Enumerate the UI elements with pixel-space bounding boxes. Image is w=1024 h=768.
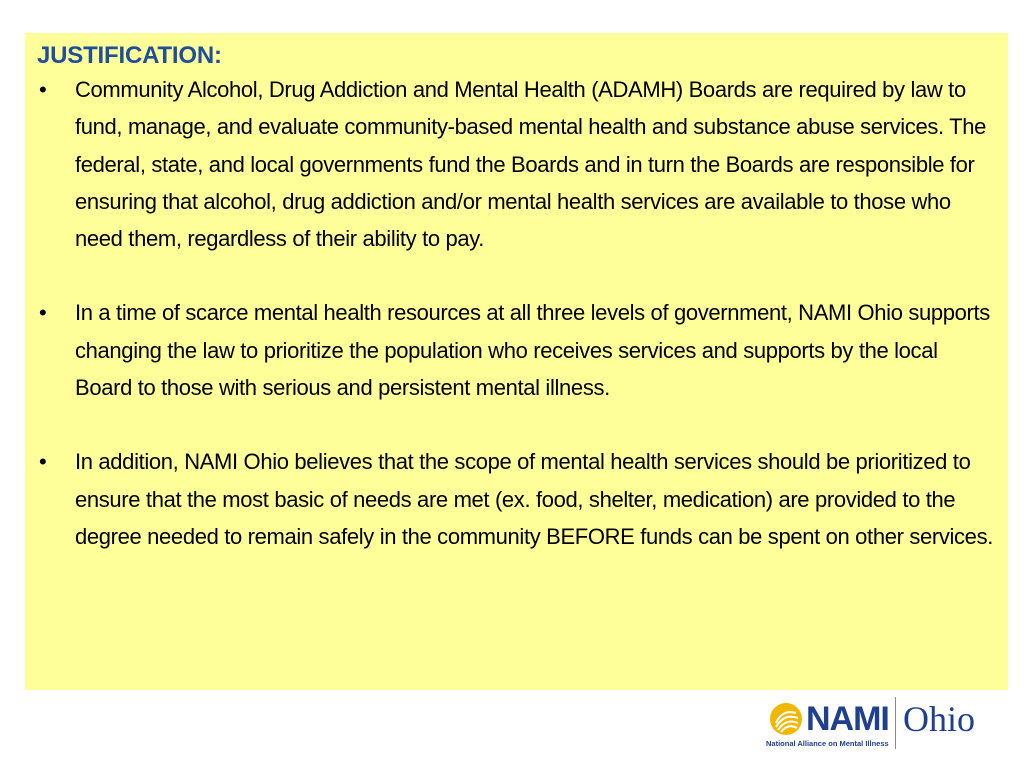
nami-ohio-logo — [766, 697, 992, 753]
justification-box — [25, 33, 1008, 690]
bullet-item — [35, 294, 998, 406]
logo-tagline: National Alliance on Mental Illness — [766, 739, 889, 748]
bullet-text: In a time of scarce mental health resources at all three levels of government, NAMI Ohio supports changing the law to prioritize the population who receives services and supports by the local Board to those with serious and persistent mental illness. — [75, 300, 990, 401]
bullet-point-icon: • — [39, 300, 47, 326]
nami-swirl-icon — [768, 701, 804, 737]
bullet-item — [35, 71, 998, 257]
bullet-text: In addition, NAMI Ohio believes that the scope of mental health services should be prioritized to ensure that the most basic of needs are met (ex. food, shelter, medication) are provided to the degree needed to remain safely in the community BEFORE funds can be spent on other services. — [75, 449, 993, 549]
bullet-text: Community Alcohol, Drug Addiction and Mental Health (ADAMH) Boards are required by law to fund, manage, and evaluate community-based mental health and substance abuse services. The federal, state, and local governments fund the Boards and in turn the Boards are responsible for ensuring that alcohol, drug addiction and/or mental health services are available to those who need them, regardless of their ability to pay. — [75, 77, 987, 252]
logo-divider — [895, 697, 896, 749]
logo-ohio-text: Ohio — [903, 699, 975, 739]
bullet-list — [35, 71, 998, 555]
bullet-point-icon: • — [39, 449, 47, 475]
logo-nami-text: NAMI — [806, 700, 889, 738]
bullet-point-icon: • — [39, 77, 47, 102]
bullet-item — [35, 443, 998, 555]
slide-heading: JUSTIFICATION: — [37, 42, 222, 69]
